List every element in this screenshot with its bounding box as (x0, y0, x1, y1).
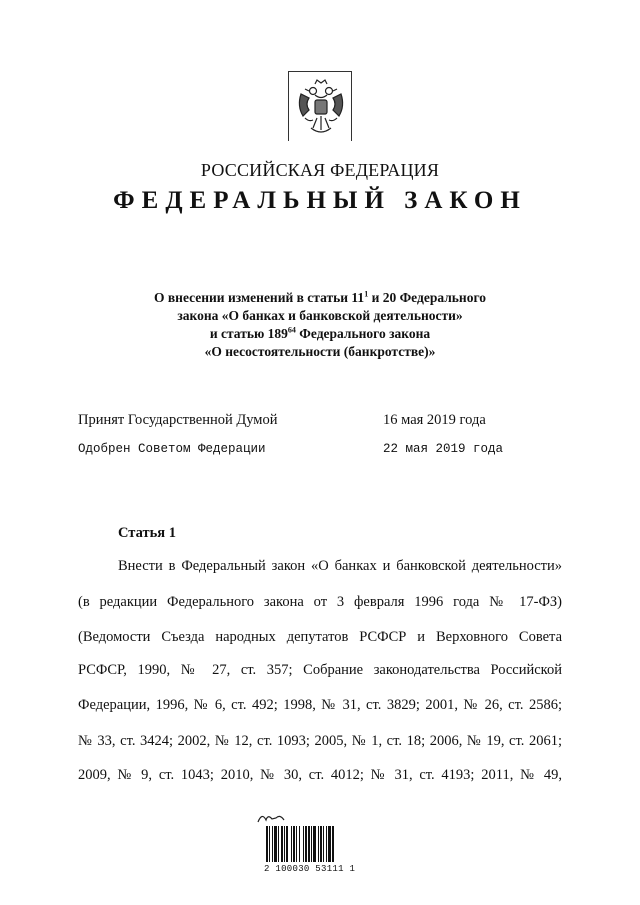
article-heading: Статья 1 (118, 525, 176, 541)
council-approval-label: Одобрен Советом Федерации (78, 442, 266, 456)
article-text-line: Федерации, 1996, № 6, ст. 492; 1998, № 31, ст. 3829; 2001, № 26, ст. 2586; (78, 697, 562, 713)
law-title-line-4: «О несостоятельности (банкротстве)» (204, 344, 436, 359)
article-text-line: Внести в Федеральный закон «О банках и банковской деятельности» (118, 558, 562, 574)
article-text-line: (Ведомости Съезда народных депутатов РСФСР и Верховного Совета (78, 629, 562, 645)
duma-adoption-label: Принят Государственной Думой (78, 412, 278, 428)
council-approval-date: 22 мая 2019 года (383, 442, 504, 456)
law-title-line-1: О внесении изменений в статьи $11^1$ и 20 Федерального (154, 289, 486, 305)
article-text-line: (в редакции Федерального закона от 3 февраля 1996 года № 17-ФЗ) (78, 594, 562, 610)
document-type: ФЕДЕРАЛЬНЫЙ ЗАКОН (113, 187, 527, 214)
law-title-line-2: закона «О банках и банковской деятельности» (177, 308, 463, 323)
state-emblem (288, 71, 352, 141)
barcode-icon (266, 826, 358, 862)
article-text-line: 2009, № 9, ст. 1043; 2010, № 30, ст. 4012; № 31, ст. 4193; 2011, № 49, (78, 767, 562, 783)
article-text-line: № 33, ст. 3424; 2002, № 12, ст. 1093; 2005, № 1, ст. 18; 2006, № 19, ст. 2061; (78, 733, 562, 749)
article-text-line: РСФСР, 1990, № 27, ст. 357; Собрание законодательства Российской (78, 662, 562, 678)
law-title-line-3: и статью $189^{64}$ Федерального закона (209, 325, 431, 341)
double-headed-eagle-icon (295, 78, 347, 138)
signature-mark (256, 810, 296, 826)
duma-adoption-date: 16 мая 2019 года (383, 412, 486, 428)
law-title (0, 289, 640, 361)
country-name: РОССИЙСКАЯ ФЕДЕРАЦИЯ (200, 160, 440, 180)
barcode-number: 2 100030 53111 1 (264, 864, 356, 874)
